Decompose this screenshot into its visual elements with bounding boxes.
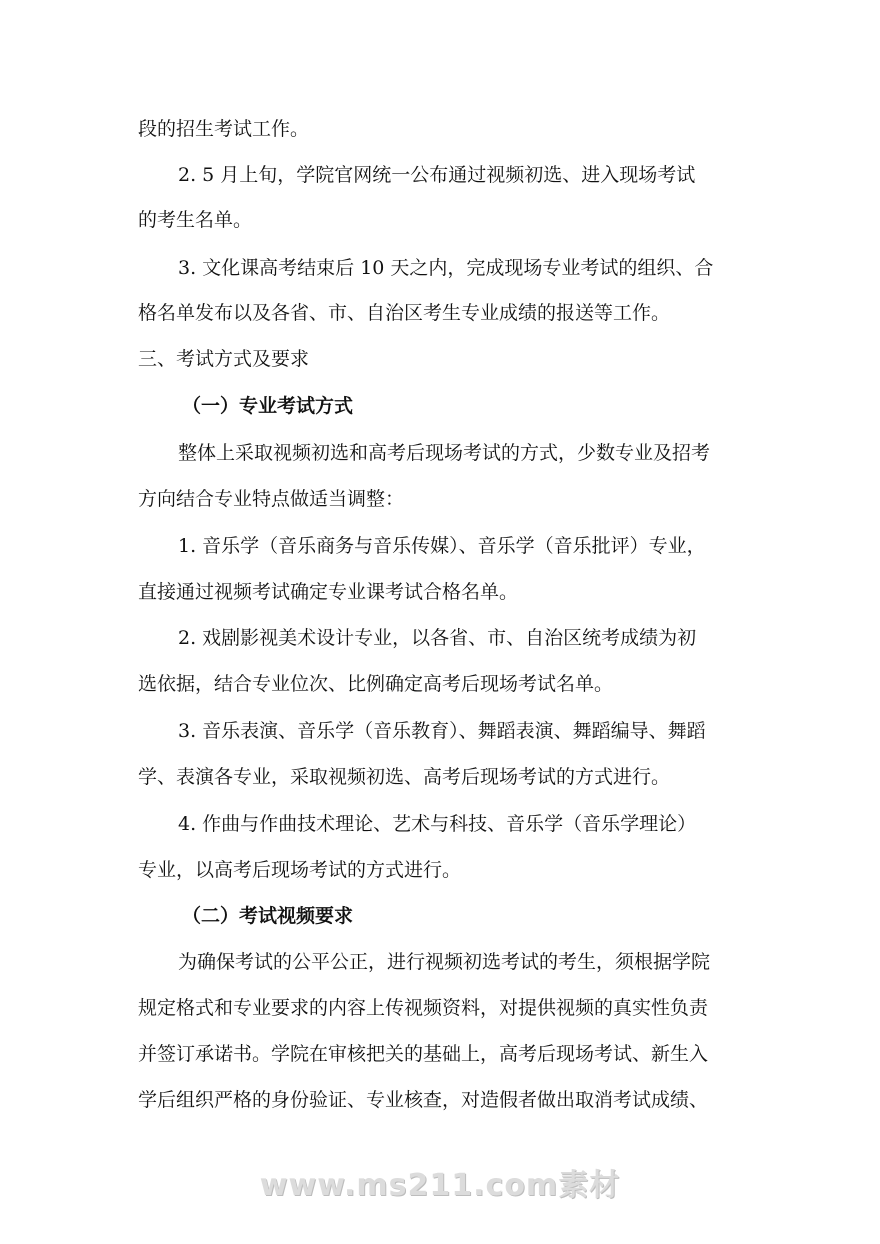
paragraph-line: 规定格式和专业要求的内容上传视频资料，对提供视频的真实性负责 xyxy=(138,997,709,1019)
paragraph-line: 选依据，结合专业位次、比例确定高考后现场考试名单。 xyxy=(138,673,614,695)
paragraph-line: 为确保考试的公平公正，进行视频初选考试的考生，须根据学院 xyxy=(178,951,711,973)
paragraph-line: 学、表演各专业，采取视频初选、高考后现场考试的方式进行。 xyxy=(138,766,671,788)
paragraph-line: 3. 文化课高考结束后 10 天之内，完成现场专业考试的组织、合 xyxy=(178,257,714,279)
paragraph-line: 段的招生考试工作。 xyxy=(138,118,310,140)
paragraph-line: 2. 5 月上旬，学院官网统一公布通过视频初选、进入现场考试 xyxy=(178,164,696,186)
paragraph-line: 4. 作曲与作曲技术理论、艺术与科技、音乐学（音乐学理论） xyxy=(178,813,697,835)
section-heading: 三、考试方式及要求 xyxy=(138,348,310,370)
paragraph-line: 学后组织严格的身份验证、专业核查，对造假者做出取消考试成绩、 xyxy=(138,1089,709,1111)
paragraph-line: 整体上采取视频初选和高考后现场考试的方式，少数专业及招考 xyxy=(178,442,711,464)
paragraph-line: 1. 音乐学（音乐商务与音乐传媒）、音乐学（音乐批评）专业， xyxy=(178,535,706,557)
paragraph-line: 3. 音乐表演、音乐学（音乐教育）、舞蹈表演、舞蹈编导、舞蹈 xyxy=(178,720,706,742)
subsection-heading: （一）专业考试方式 xyxy=(182,395,354,417)
paragraph-line: 的考生名单。 xyxy=(138,209,253,231)
paragraph-line: 2. 戏剧影视美术设计专业，以各省、市、自治区统考成绩为初 xyxy=(178,627,697,649)
paragraph-line: 专业，以高考后现场考试的方式进行。 xyxy=(138,859,462,881)
paragraph-line: 方向结合专业特点做适当调整： xyxy=(138,488,405,510)
paragraph-line: 直接通过视频考试确定专业课考试合格名单。 xyxy=(138,581,519,603)
watermark: www.ms211.com素材 xyxy=(259,1168,621,1203)
paragraph-line: 并签订承诺书。学院在审核把关的基础上，高考后现场考试、新生入 xyxy=(138,1043,709,1065)
subsection-heading: （二）考试视频要求 xyxy=(182,905,354,927)
paragraph-line: 格名单发布以及各省、市、自治区考生专业成绩的报送等工作。 xyxy=(138,302,671,324)
